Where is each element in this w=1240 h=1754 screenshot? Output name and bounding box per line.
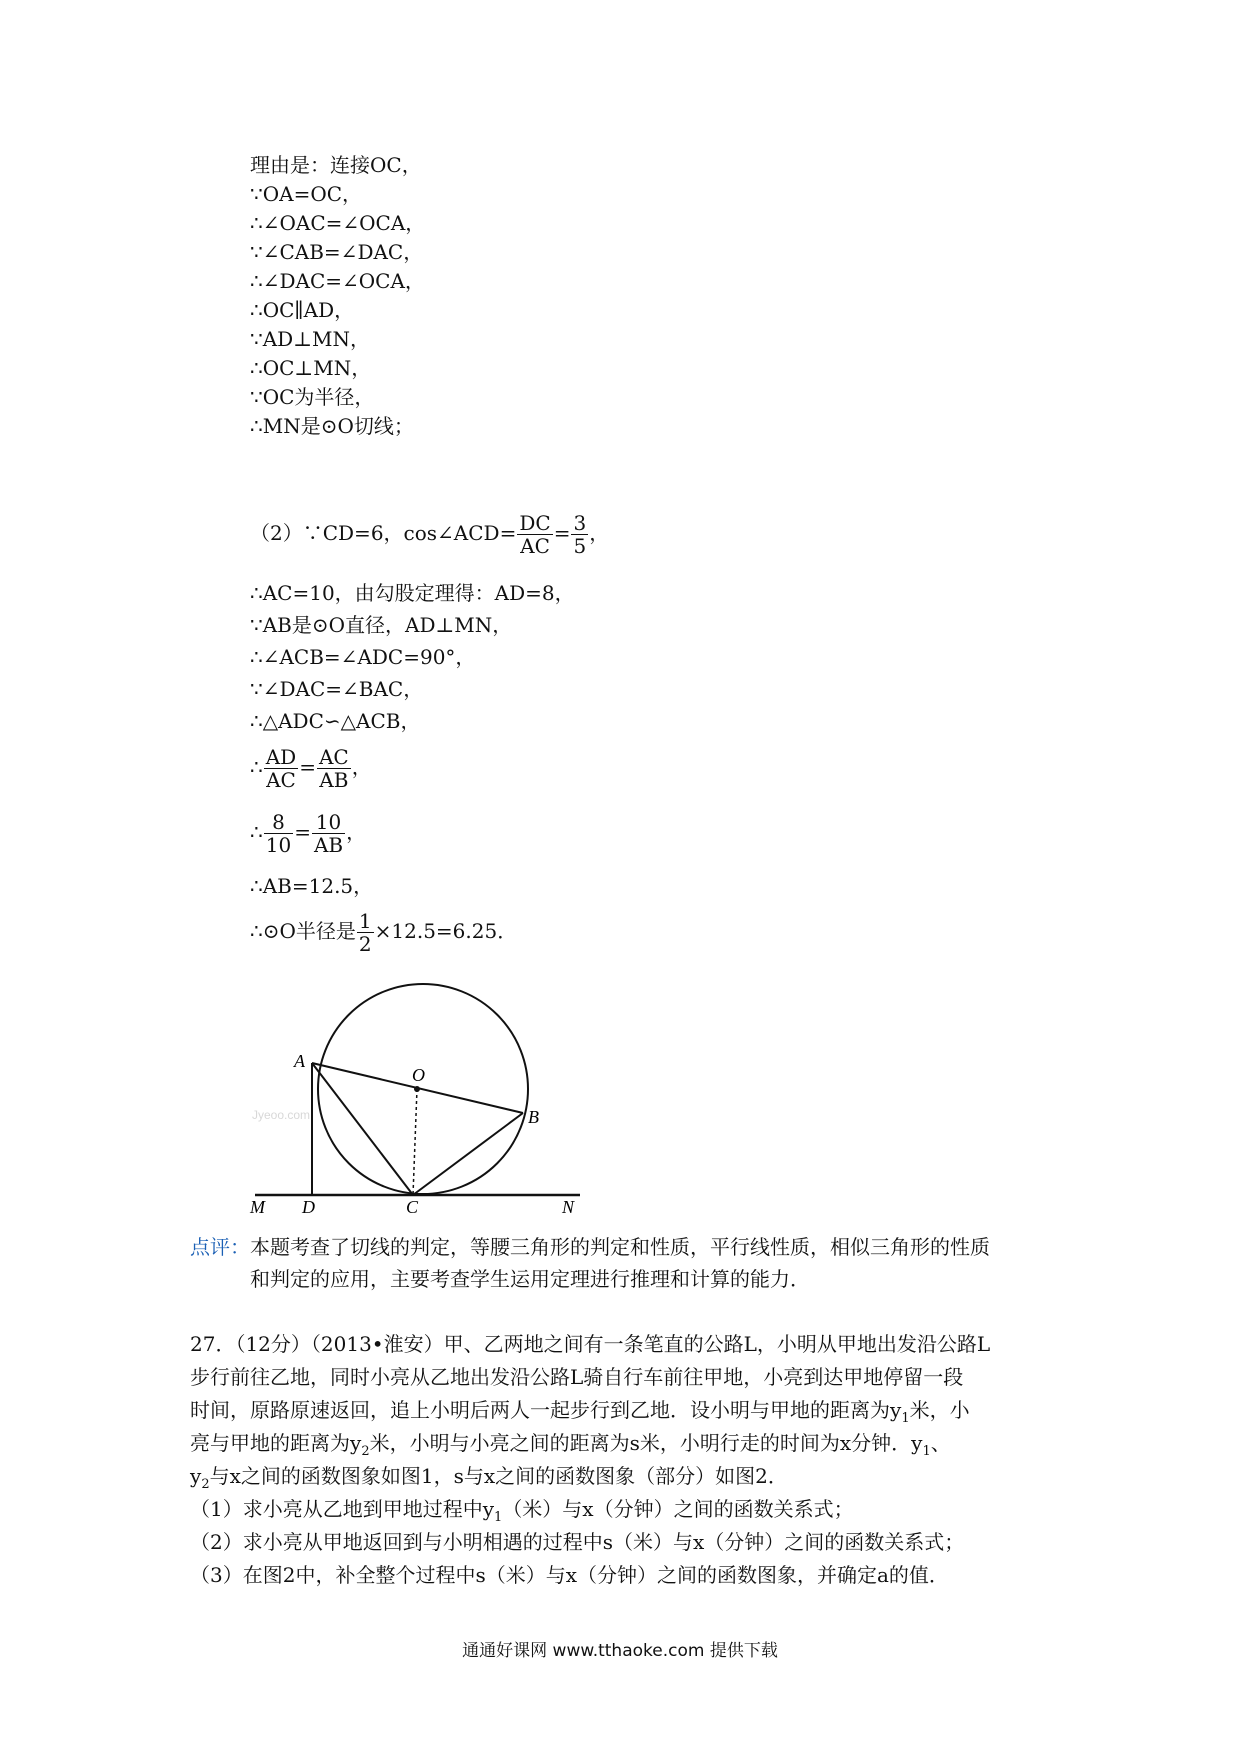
fraction-3-5: $\frac{3}{5}$ — [573, 511, 587, 558]
label-d: D — [302, 1197, 315, 1215]
geometry-figure — [230, 965, 600, 1215]
label-a: A — [294, 1051, 305, 1071]
proof-line: ∴MN是⊙O切线； — [250, 414, 414, 438]
q27-sub-3: （3）在图2中，补全整个过程中s（米）与x（分钟）之间的函数图象，并确定a的值． — [190, 1563, 949, 1587]
proof-line: 理由是：连接OC， — [250, 153, 422, 177]
q27-line: 27．（12分）（2013•淮安）甲、乙两地之间有一条笔直的公路L，小明从甲地出发沿公路L — [190, 1332, 991, 1356]
comment-line-1: 点评：本题考查了切线的判定，等腰三角形的判定和性质，平行线性质，相似三角形的性质 — [190, 1235, 990, 1259]
fraction-dc-ac: $\frac{DC}{AC}$ — [519, 511, 551, 558]
proof-line: ∴∠OAC=∠OCA， — [250, 211, 426, 235]
q27-line: 时间，原路原速返回，追上小明后两人一起步行到乙地．设小明与甲地的距离为$y_1$米，小 — [190, 1398, 970, 1426]
center-point-o — [414, 1086, 420, 1092]
proof-line: ∴OC⊥MN， — [250, 356, 372, 380]
label-n: N — [562, 1197, 575, 1215]
q27-line: 亮与甲地的距离为$y_2$米，小明与小亮之间的距离为s米，小明行走的时间为x分钟．$y_1$、 — [190, 1431, 951, 1459]
proof-line: ∴∠DAC=∠OCA， — [250, 269, 425, 293]
proof-line: ∵AD⊥MN， — [250, 327, 370, 351]
ratio-line-2: ∴ $\frac{8}{10}$ = $\frac{10}{AB}$ ， — [250, 810, 367, 857]
proof-line: ∴△ADC∽△ACB， — [250, 709, 421, 733]
label-m: M — [250, 1197, 265, 1215]
proof-line: ∵AB是⊙O直径，AD⊥MN， — [250, 613, 513, 637]
proof-line: ∴OC∥AD， — [250, 298, 355, 322]
proof-line: ∵∠CAB=∠DAC， — [250, 240, 424, 264]
segment-oc-dotted — [413, 1089, 417, 1195]
label-b: B — [528, 1107, 539, 1127]
watermark: Jyeoo.com — [252, 1108, 311, 1122]
radius-line: ∴⊙O半径是 $\frac{1}{2}$ ×12.5=6.25． — [250, 909, 518, 956]
proof-line: ∴∠ACB=∠ADC=90°， — [250, 645, 476, 669]
q27-line: 步行前往乙地，同时小亮从乙地出发沿公路L骑自行车前往甲地，小亮到达甲地停留一段 — [190, 1365, 964, 1389]
proof-line: ∴AB=12.5， — [250, 874, 374, 898]
part2-given: （2）∵CD=6，cos∠ACD= $\frac{DC}{AC}$ = $\frac{3}{5}$ ， — [250, 511, 610, 558]
q27-sub-2: （2）求小亮从甲地返回到与小明相遇的过程中s（米）与x（分钟）之间的函数关系式； — [190, 1530, 965, 1554]
proof-line: ∵OC为半径， — [250, 385, 375, 409]
proof-line: ∵∠DAC=∠BAC， — [250, 677, 424, 701]
q27-line: $y_2$与x之间的函数图象如图1，s与x之间的函数图象（部分）如图2． — [190, 1464, 788, 1492]
ratio-line-1: ∴ $\frac{AD}{AC}$ = $\frac{AC}{AB}$ ， — [250, 745, 372, 792]
label-o: O — [412, 1065, 425, 1085]
proof-line: ∴AC=10，由勾股定理得：AD=8， — [250, 581, 575, 605]
label-c: C — [406, 1197, 419, 1215]
comment-line-2: 和判定的应用，主要考查学生运用定理进行推理和计算的能力． — [250, 1267, 810, 1291]
footer-text: 通通好课网 www.tthaoke.com 提供下载 — [462, 1641, 778, 1661]
q27-sub-1: （1）求小亮从乙地到甲地过程中$y_1$（米）与x（分钟）之间的函数关系式； — [190, 1497, 854, 1525]
proof-line: ∵OA=OC， — [250, 182, 363, 206]
